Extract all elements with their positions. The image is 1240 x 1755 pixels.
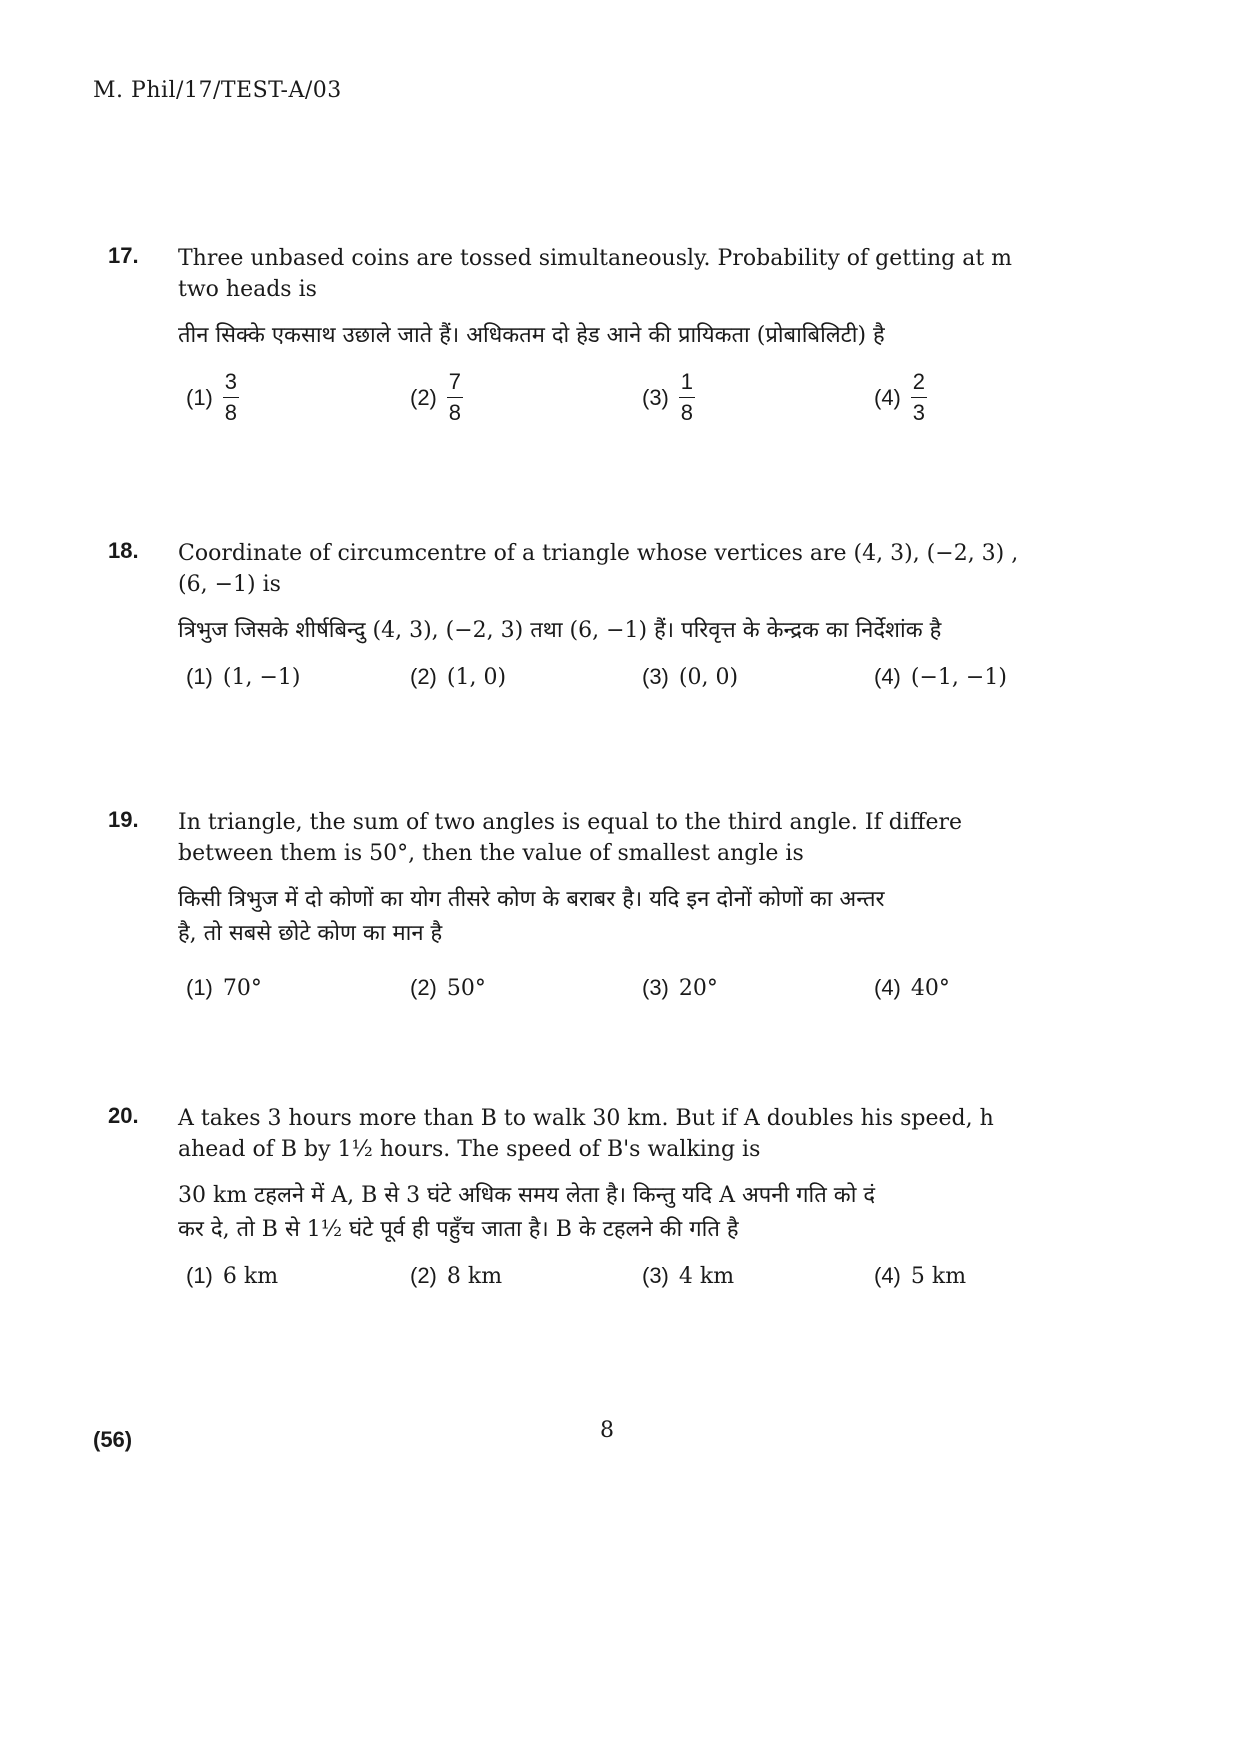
option-label: (4) — [874, 664, 901, 689]
page-number: 8 — [600, 1418, 614, 1443]
options — [178, 1263, 1098, 1303]
denominator: 8 — [224, 400, 238, 425]
option-label: (1) — [186, 975, 213, 1000]
option-value: 70° — [222, 975, 262, 1001]
option-value: (1, 0) — [446, 664, 507, 690]
document-code: M. Phil/17/TEST-A/03 — [93, 78, 342, 103]
fraction — [911, 369, 927, 426]
question-text-english: Coordinate of circumcentre of a triangle whose vertices are (4, 3), (−2, 3) , (6, −1) is — [178, 541, 1019, 597]
option-value: 20° — [678, 975, 718, 1001]
option-value: 40° — [910, 975, 950, 1001]
question-19 — [108, 807, 1098, 1015]
fraction — [447, 369, 463, 426]
denominator: 8 — [448, 400, 462, 425]
fraction — [679, 369, 695, 426]
option-2 — [410, 975, 486, 1001]
question-20 — [108, 1103, 1098, 1303]
option-value: 5 km — [910, 1263, 967, 1289]
question-number: 18. — [108, 538, 139, 563]
option-label: (4) — [874, 975, 901, 1000]
question-text-english: In triangle, the sum of two angles is equal to the third angle. If differe between them is 50°, then the value of smallest angle is — [178, 810, 963, 866]
fraction — [223, 369, 239, 426]
question-17 — [108, 243, 1098, 437]
option-1 — [186, 1263, 278, 1289]
fraction-bar — [911, 397, 927, 398]
option-value: (1, −1) — [222, 664, 301, 690]
option-label: (4) — [874, 1263, 901, 1288]
options — [178, 975, 1098, 1015]
option-4 — [874, 369, 927, 426]
option-1 — [186, 664, 300, 690]
option-label: (2) — [410, 664, 437, 689]
option-label: (3) — [642, 975, 669, 1000]
numerator: 7 — [448, 369, 462, 394]
option-label: (3) — [642, 384, 669, 410]
fraction-bar — [447, 397, 463, 398]
option-label: (3) — [642, 664, 669, 689]
option-2 — [410, 1263, 502, 1289]
option-3 — [642, 369, 695, 426]
option-2 — [410, 664, 506, 690]
question-text-english: Three unbased coins are tossed simultaneously. Probability of getting at m two heads is — [178, 246, 1013, 302]
option-label: (2) — [410, 1263, 437, 1288]
option-3 — [642, 975, 718, 1001]
options — [178, 664, 1098, 704]
option-label: (1) — [186, 664, 213, 689]
option-1 — [186, 369, 239, 426]
option-label: (2) — [410, 384, 437, 410]
fraction-bar — [679, 397, 695, 398]
question-text-hindi: तीन सिक्के एकसाथ उछाले जाते हैं। अधिकतम दो हेड आने की प्रायिकता (प्रोबाबिलिटी) है — [178, 323, 885, 348]
option-1 — [186, 975, 262, 1001]
numerator: 1 — [680, 369, 694, 394]
denominator: 8 — [680, 400, 694, 425]
option-label: (2) — [410, 975, 437, 1000]
numerator: 3 — [224, 369, 238, 394]
booklet-code: (56) — [93, 1427, 133, 1452]
option-label: (3) — [642, 1263, 669, 1288]
question-text-hindi: किसी त्रिभुज में दो कोणों का योग तीसरे कोण के बराबर है। यदि इन दोनों कोणों का अन्तर है, तो सबसे छोटे कोण का मान है — [178, 887, 885, 946]
option-3 — [642, 664, 738, 690]
question-number: 17. — [108, 243, 139, 268]
question-text-english: A takes 3 hours more than B to walk 30 km. But if A doubles his speed, h ahead of B by 1½ hours. The speed of B's walking is — [178, 1106, 994, 1162]
option-value: 6 km — [222, 1263, 279, 1289]
option-4 — [874, 664, 1007, 690]
denominator: 3 — [912, 400, 926, 425]
question-number: 19. — [108, 807, 139, 832]
option-label: (1) — [186, 1263, 213, 1288]
option-value: 50° — [446, 975, 486, 1001]
option-4 — [874, 975, 950, 1001]
numerator: 2 — [912, 369, 926, 394]
option-value: (−1, −1) — [910, 664, 1007, 690]
option-label: (4) — [874, 384, 901, 410]
option-label: (1) — [186, 384, 213, 410]
option-4 — [874, 1263, 966, 1289]
option-value: 4 km — [678, 1263, 735, 1289]
option-3 — [642, 1263, 734, 1289]
question-text-hindi: त्रिभुज जिसके शीर्षबिन्दु (4, 3), (−2, 3) तथा (6, −1) हैं। परिवृत्त के केन्द्रक का निर्देशांक है — [178, 618, 942, 643]
option-value: (0, 0) — [678, 664, 739, 690]
option-value: 8 km — [446, 1263, 503, 1289]
question-number: 20. — [108, 1103, 139, 1128]
fraction-bar — [223, 397, 239, 398]
options — [178, 369, 1098, 437]
question-text-hindi: 30 km टहलने में A, B से 3 घंटे अधिक समय लेता है। किन्तु यदि A अपनी गति को दं कर दे, तो B से 1½ घंटे पूर्व ही पहुँच जाता है। B के टहलने की गति है — [178, 1183, 876, 1242]
question-18 — [108, 538, 1098, 704]
option-2 — [410, 369, 463, 426]
